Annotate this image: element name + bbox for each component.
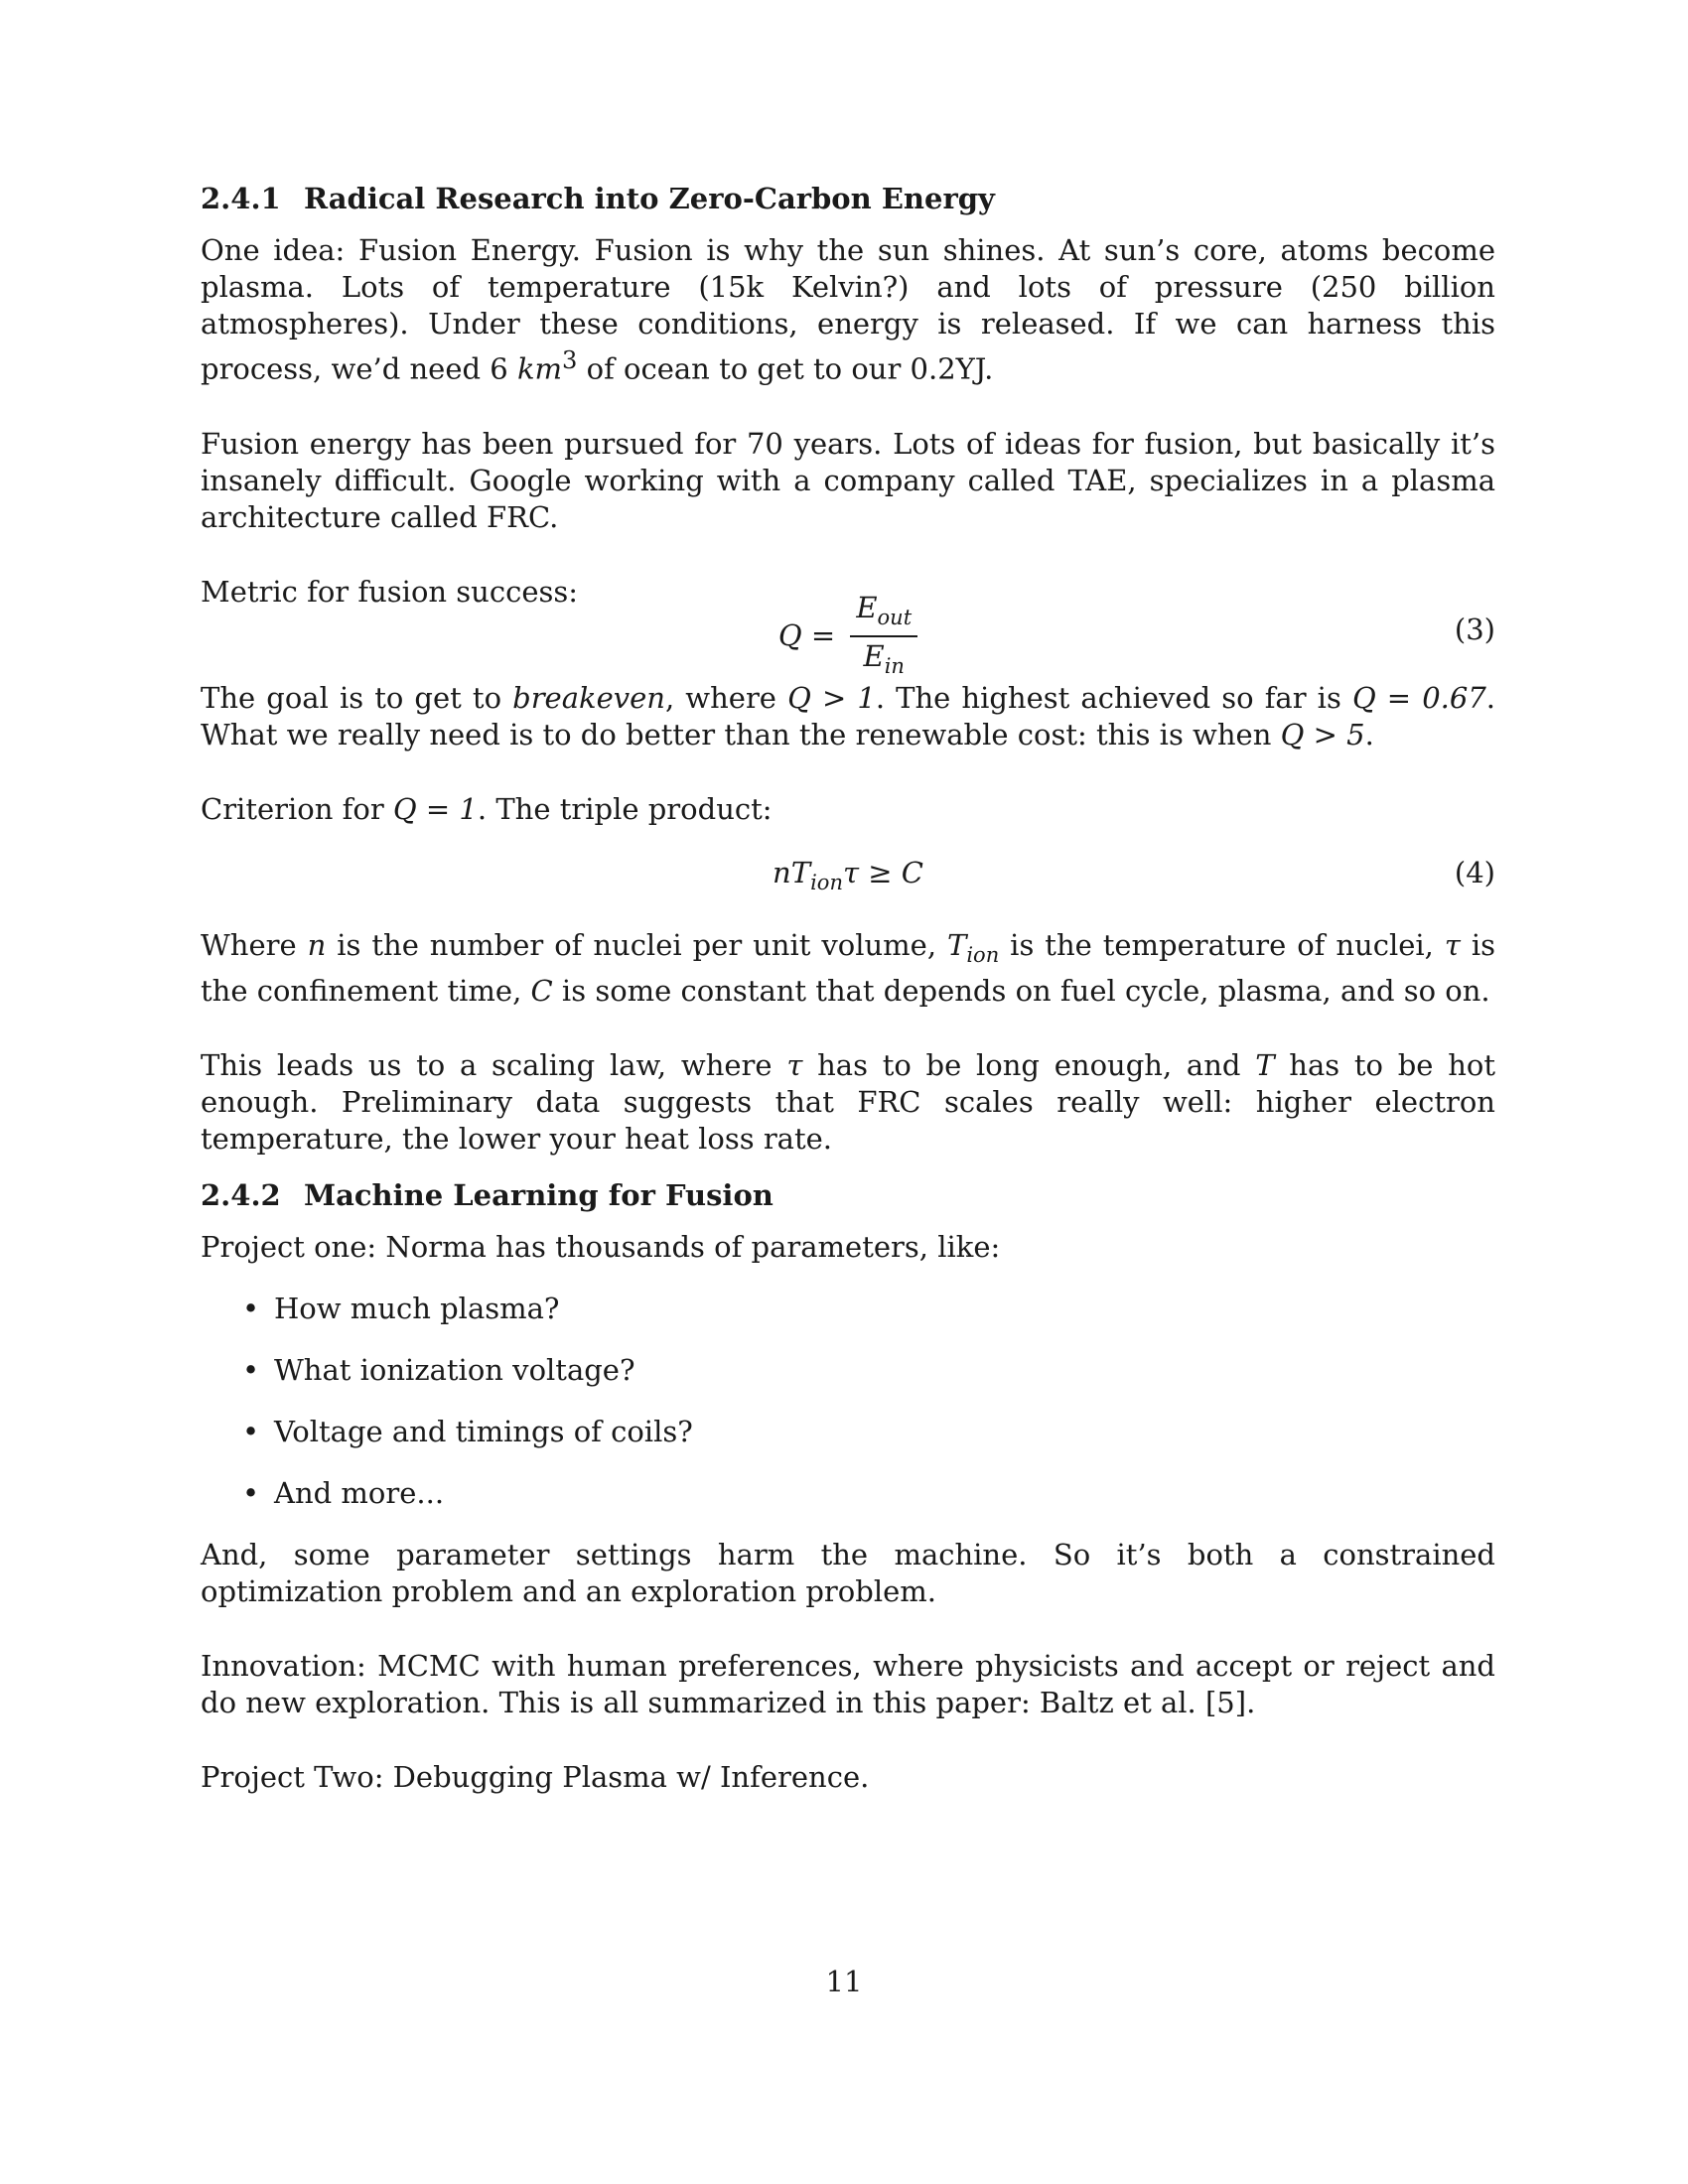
equation-3-fraction: $\frac{E_{out}}{E_{in}}$ [850,591,917,684]
paragraph-project-two: Project Two: Debugging Plasma w/ Inference. [201,1760,870,1795]
paragraph-breakeven: The goal is to get to breakeven, where Q > 1. The highest achieved so far is Q = 0.67. What we really need is to do better than the renewable cost: this is when Q > 5. [201,680,1495,751]
list-item: • And more... [242,1476,445,1511]
equation-4-body: $nT_{ion}\tau \ge C$ [773,855,923,894]
equation-3-label: (3) [1454,612,1495,646]
section-title: Radical Research into Zero-Carbon Energy [304,182,995,215]
paragraph-metric: Metric for fusion success: [201,574,579,609]
section-heading-2-4-2 [201,1175,1495,1215]
section-number: 2.4.1 [201,182,281,215]
paragraph-constrained-optimization: And, some parameter settings harm the machine. So it’s both a constrained optimization problem and an exploration problem. [201,1538,1495,1609]
paragraph-fusion-history: Fusion energy has been pursued for 70 years. Lots of ideas for fusion, but basically it’s insanely difficult. Google working with a company called TAE, specializes in a plasma architecture called FRC. [201,426,1495,534]
page-number: 11 [825,1965,863,1998]
paragraph-innovation: Innovation: MCMC with human preferences, where physicists and accept or reject and do new exploration. This is all summarized in this paper: Baltz et al. [5]. [201,1649,1495,1720]
list-item: • How much plasma? [242,1292,560,1326]
equation-3-body: Q = $\frac{E_{out}}{E_{in}}$ [201,591,1495,684]
list-item: • Voltage and timings of coils? [242,1415,693,1449]
paragraph-criterion: Criterion for Q = 1. The triple product: [201,791,773,826]
equation-4-label: (4) [1454,855,1495,889]
parameter-list [201,1291,1495,1512]
section-heading-2-4-1 [201,179,1495,218]
section-title: Machine Learning for Fusion [304,1178,774,1213]
paragraph-fusion-intro: One idea: Fusion Energy. Fusion is why the sun shines. At sun’s core, atoms become plasma. Lots of temperature (15k Kelvin?) and lots of pressure (250 billion atmospheres). Under these conditions, energy is released. If we can harness this process, we’d need 6 $km^3$ of ocean to get to our 0.2YJ. [201,233,1495,386]
document-page [201,179,1495,1834]
paragraph-triple-product-definition: Where n is the number of nuclei per unit volume, $T_{ion}$ is the temperature of nuclei, τ is the confinement time, C is some constant that depends on fuel cycle, plasma, and so on. [201,927,1495,1009]
section-number: 2.4.2 [201,1178,281,1213]
paragraph-project-one: Project one: Norma has thousands of parameters, like: [201,1230,1001,1265]
equation-4 [201,850,1495,905]
list-item: • What ionization voltage? [242,1353,635,1388]
equation-3 [201,590,1495,679]
paragraph-scaling-law: This leads us to a scaling law, where τ has to be long enough, and T has to be hot enough. Preliminary data suggests that FRC scales really well: higher electron temperature, the lower your heat loss rate. [201,1048,1495,1157]
